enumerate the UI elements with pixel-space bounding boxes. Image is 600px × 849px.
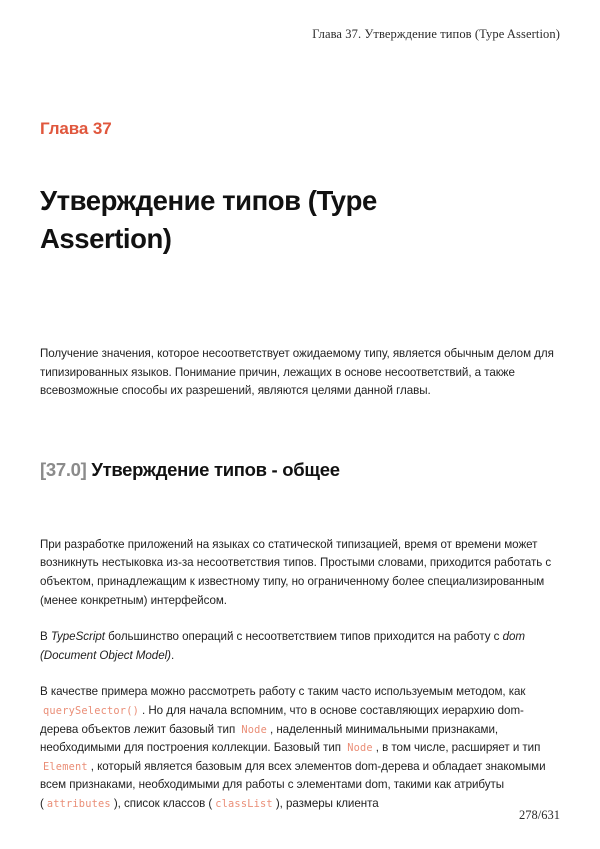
text-fragment: , наделенный минимальными признаками, необходимыми для построения коллекции. Базовый тип [40, 722, 499, 755]
text-fragment: ), список классов ( [113, 796, 213, 810]
section-body [40, 483, 562, 814]
code-span-queryselector: querySelector() [43, 704, 139, 717]
code-span-classlist: classList [215, 797, 273, 810]
text-fragment: . Но для начала вспомним, что в основе составляющих иерархию dom-дерева объектов лежит базовый тип [40, 703, 524, 736]
body-paragraph-2 [40, 628, 562, 665]
content-column [40, 0, 562, 814]
code-span-node-2: Node [347, 742, 373, 755]
text-fragment: ), размеры клиента [275, 796, 379, 810]
text-fragment: большинство операций с несоответствием типов приходится на работу с [104, 630, 503, 644]
section-heading [40, 401, 562, 483]
section-title: Утверждение типов - общее [91, 458, 340, 480]
code-span-node-1: Node [241, 723, 267, 736]
term-dom: dom [502, 630, 525, 644]
term-typescript: TypeScript [50, 630, 105, 644]
body-paragraph-1: При разработке приложений на языках со статической типизацией, время от времени может возникнуть нестыковка из-за несоответствия типов. Простыми словами, приходится работать с объектом, принадлежащим к известному типу, но ограниченному более специализированным (менее конкретным) интерфейсом. [40, 537, 552, 607]
running-header: Глава 37. Утверждение типов (Type Assertion) [312, 27, 560, 41]
text-fragment: , который является базовым для всех элементов dom-дерева и обладает знакомыми всем признаками, необходимыми для работы с элементами dom, такими как атрибуты ( [40, 759, 546, 810]
code-span-element: Element [43, 760, 88, 773]
chapter-intro-paragraph: Получение значения, которое несоответствует ожидаемому типу, является обычным делом для типизированных языков. Понимание причин, лежащих в основе несоответствий, а также всевозможные способы их разрешений, являются целями данной главы. [40, 347, 554, 398]
code-span-attributes: attributes [46, 797, 111, 810]
term-dom-expansion: (Document Object Model) [40, 648, 171, 662]
section-number: [37.0] [40, 458, 87, 480]
chapter-kicker: Глава 37 [40, 119, 112, 138]
page-number: 278/631 [519, 808, 560, 822]
text-fragment: В качестве примера можно рассмотреть работу с таким часто используемым методом, как [40, 685, 526, 699]
body-paragraph-3 [40, 683, 562, 813]
page-title: Утверждение типов (Type Assertion) [40, 185, 377, 254]
text-fragment: . [170, 648, 175, 662]
text-fragment: , в том числе, расширяет и тип [375, 741, 541, 755]
text-fragment: В [40, 630, 51, 644]
